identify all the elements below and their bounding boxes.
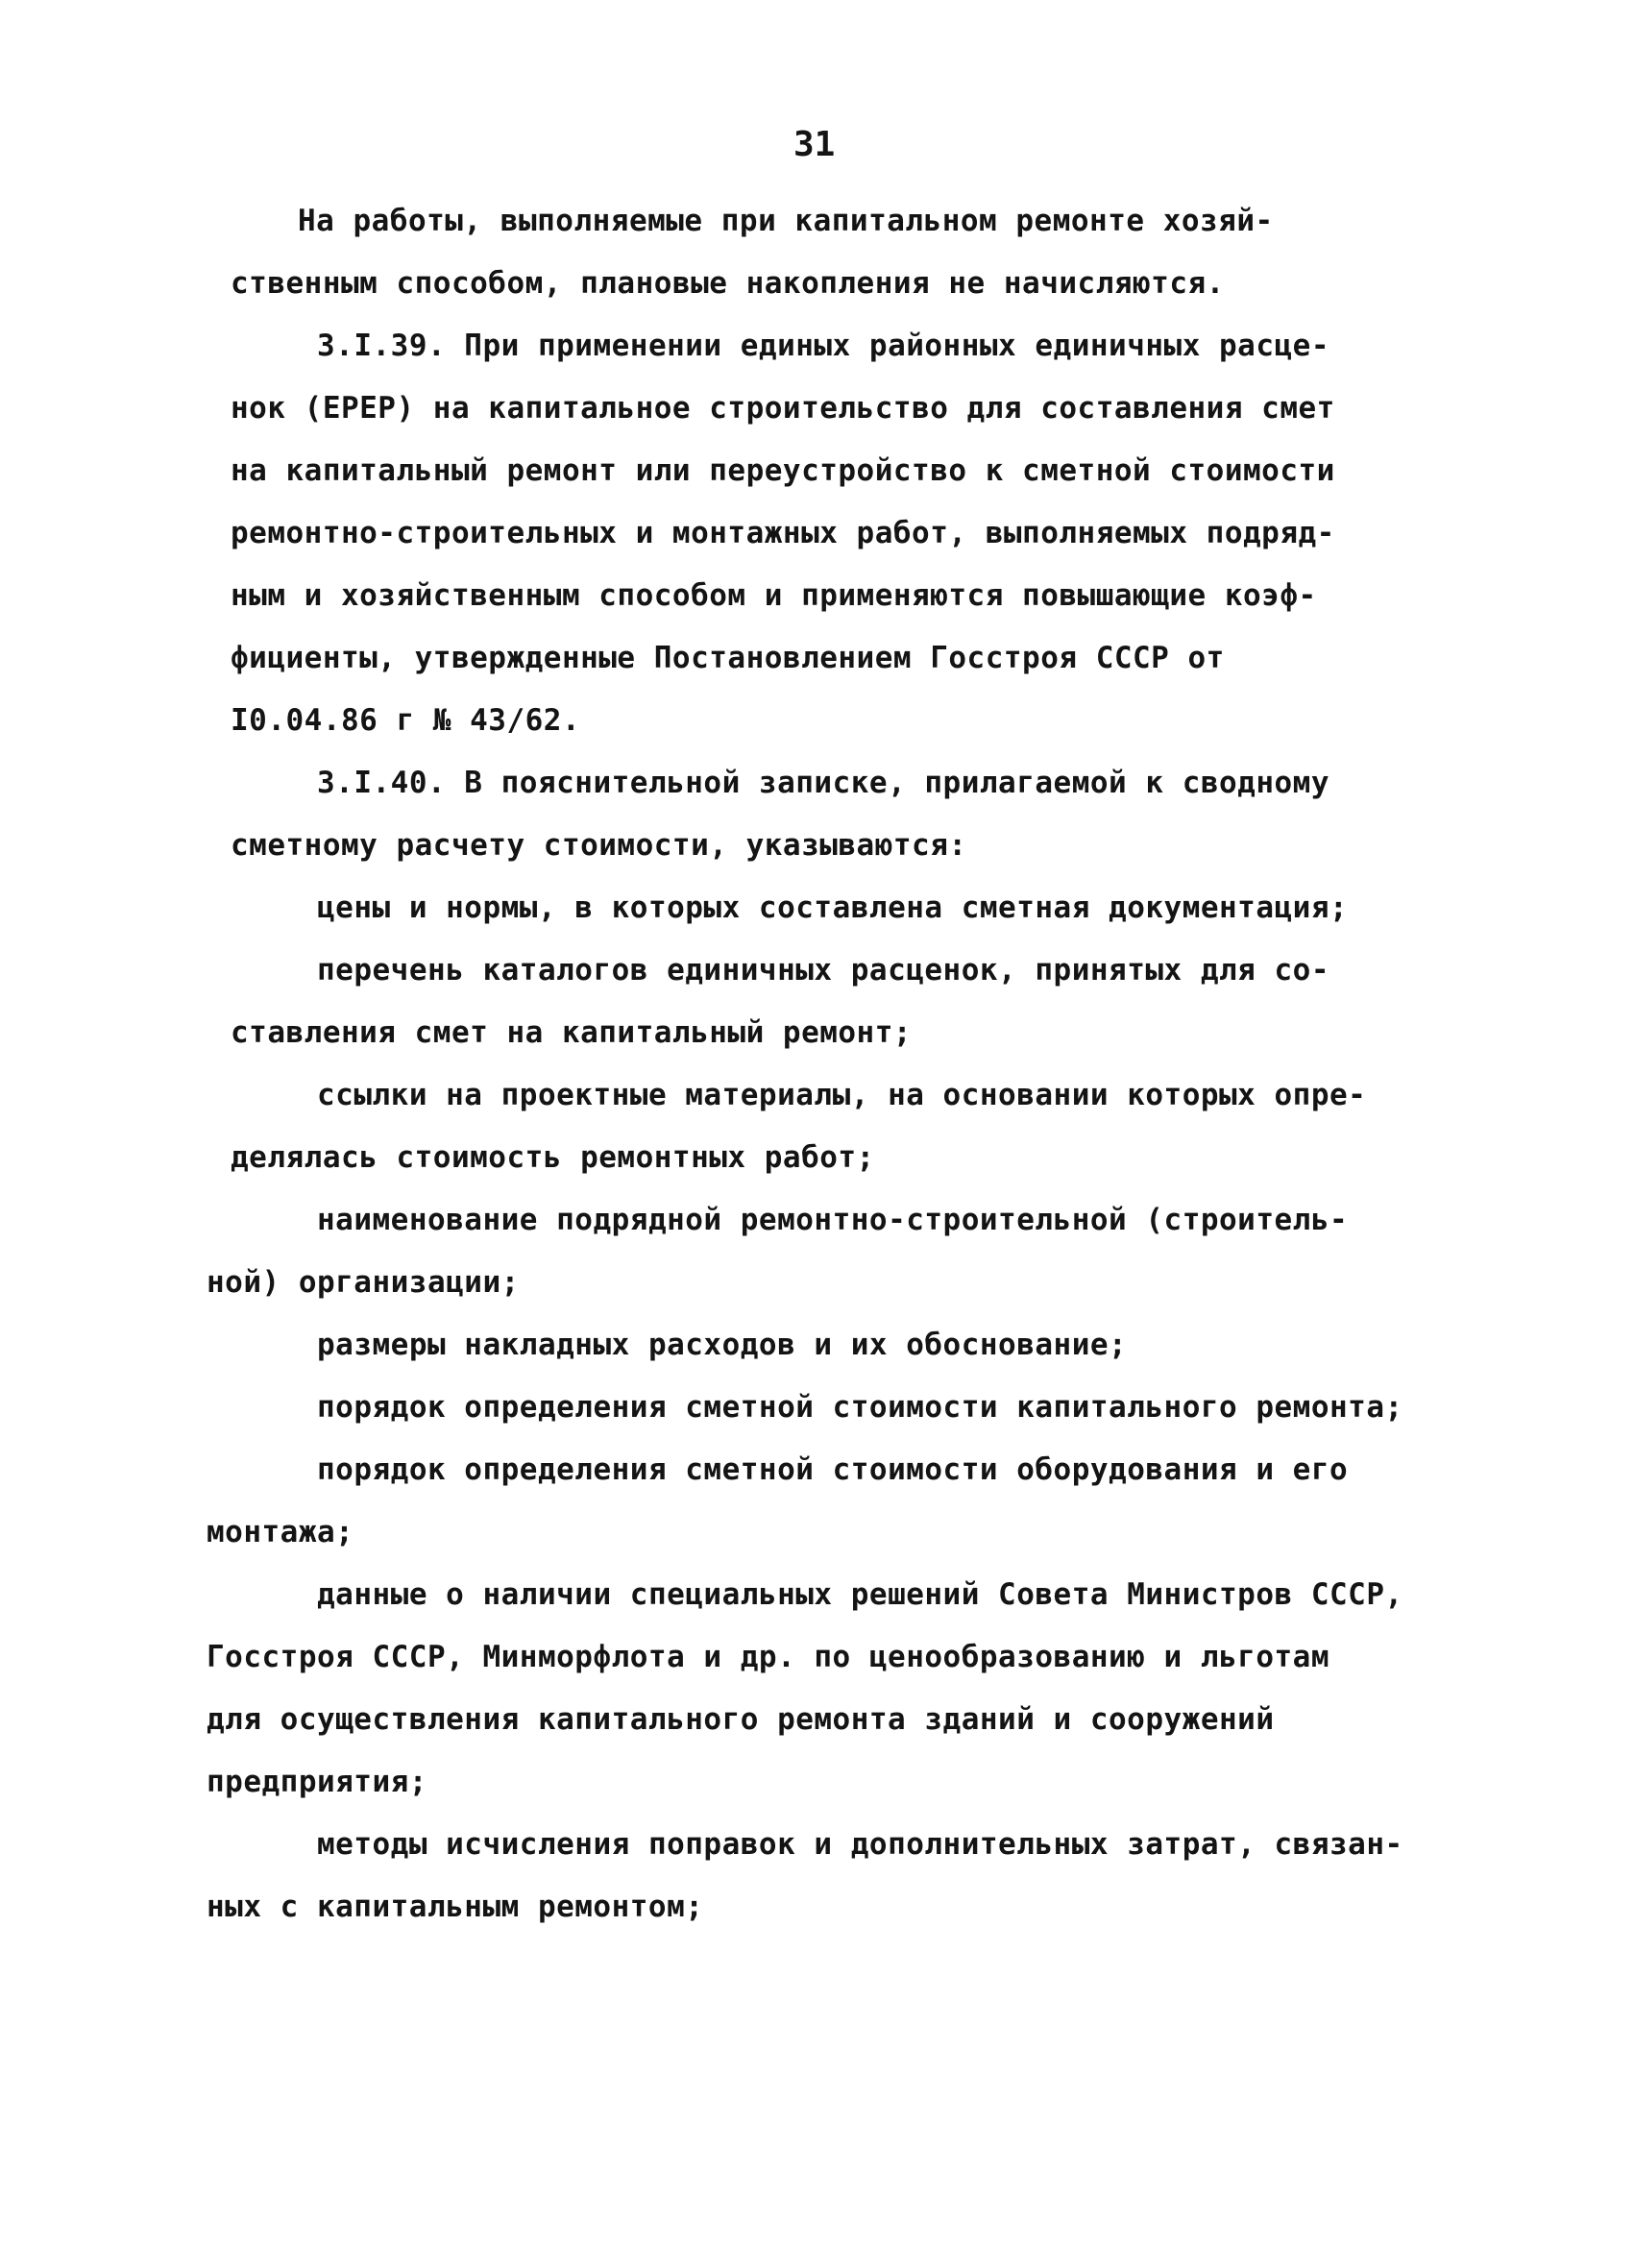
text-line: сметному расчету стоимости, указываются:: [231, 828, 967, 863]
text-line: ставления смет на капитальный ремонт;: [231, 1015, 913, 1050]
page-number: 31: [793, 125, 836, 164]
text-line: размеры накладных расходов и их обоснование;: [317, 1328, 1128, 1362]
text-line: ссылки на проектные материалы, на основании которых опре-: [317, 1078, 1367, 1112]
text-line: I0.04.86 г № 43/62.: [231, 703, 581, 738]
text-line: 3.I.40. В пояснительной записке, прилагаемой к сводному: [317, 766, 1329, 800]
text-line: для осуществления капитального ремонта зданий и сооружений: [207, 1702, 1275, 1737]
text-line: данные о наличии специальных решений Совета Министров СССР,: [317, 1577, 1403, 1612]
text-line: ремонтно-строительных и монтажных работ, выполняемых подряд-: [231, 516, 1335, 550]
text-line: цены и нормы, в которых составлена сметная документация;: [317, 890, 1349, 925]
text-line: фициенты, утвержденные Постановлением Госстроя СССР от: [231, 641, 1225, 675]
text-line: Госстроя СССР, Минморфлота и др. по ценообразованию и льготам: [207, 1640, 1329, 1674]
text-line: нок (ЕРЕР) на капитальное строительство для составления смет: [231, 391, 1335, 426]
text-line: методы исчисления поправок и дополнительных затрат, связан-: [317, 1827, 1403, 1862]
text-line: ным и хозяйственным способом и применяются повышающие коэф-: [231, 578, 1317, 613]
text-line: перечень каталогов единичных расценок, принятых для со-: [317, 953, 1329, 988]
text-line: наименование подрядной ремонтно-строительной (строитель-: [317, 1203, 1349, 1237]
text-line: на капитальный ремонт или переустройство к сметной стоимости: [231, 453, 1335, 488]
text-line: ной) организации;: [207, 1265, 520, 1300]
text-line: монтажа;: [207, 1515, 354, 1549]
text-line: На работы, выполняемые при капитальном ремонте хозяй-: [298, 204, 1274, 238]
text-line: ственным способом, плановые накопления не начисляются.: [231, 266, 1225, 301]
text-line: порядок определения сметной стоимости оборудования и его: [317, 1452, 1349, 1487]
text-line: порядок определения сметной стоимости капитального ремонта;: [317, 1390, 1403, 1425]
text-line: 3.I.39. При применении единых районных единичных расце-: [317, 329, 1329, 363]
text-line: делялась стоимость ремонтных работ;: [231, 1140, 875, 1175]
text-line: предприятия;: [207, 1765, 427, 1799]
text-line: ных с капитальным ремонтом;: [207, 1890, 704, 1924]
